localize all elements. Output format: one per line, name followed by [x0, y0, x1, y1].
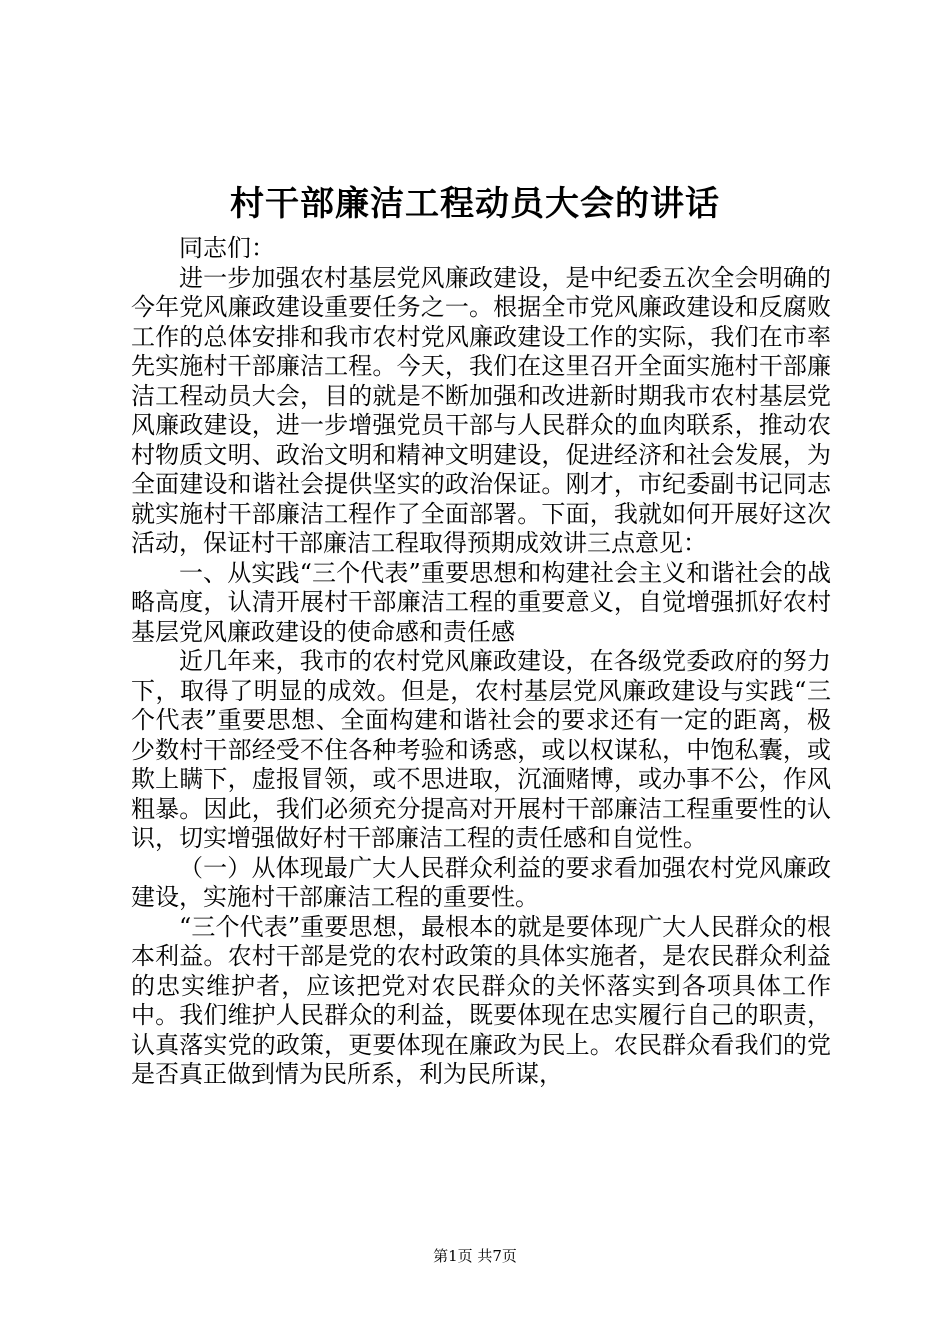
subsection-heading-1: （一）从体现最广大人民群众利益的要求看加强农村党风廉政建设，实施村干部廉洁工程的重要性。	[131, 853, 831, 911]
document-body	[131, 234, 831, 1090]
page-footer: 第1页 共7页	[433, 1247, 517, 1265]
document-title: 村干部廉洁工程动员大会的讲话	[230, 184, 720, 224]
paragraph-section-1: 近几年来，我市的农村党风廉政建设，在各级党委政府的努力下，取得了明显的成效。但是，农村基层党风廉政建设与实践“三个代表”重要思想、全面构建和谐社会的要求还有一定的距离，极少数村干部经受不住各种考验和诱惑，或以权谋私，中饱私囊，或欺上瞒下，虚报冒领，或不思进取，沉湎赌博，或办事不公，作风粗暴。因此，我们必须充分提高对开展村干部廉洁工程重要性的认识，切实增强做好村干部廉洁工程的责任感和自觉性。	[131, 647, 831, 852]
section-heading-1: 一、从实践“三个代表”重要思想和构建社会主义和谐社会的战略高度，认清开展村干部廉洁工程的重要意义，自觉增强抓好农村基层党风廉政建设的使命感和责任感	[131, 558, 831, 646]
paragraph-subsection-1: “三个代表”重要思想，最根本的就是要体现广大人民群众的根本利益。农村干部是党的农村政策的具体实施者，是农民群众利益的忠实维护者，应该把党对农民群众的关怀落实到各项具体工作中。我们维护人民群众的利益，既要体现在忠实履行自己的职责，认真落实党的政策，更要体现在廉政为民上。农民群众看我们的党是否真正做到情为民所系，利为民所谋，	[131, 912, 831, 1088]
paragraph-intro: 进一步加强农村基层党风廉政建设，是中纪委五次全会明确的今年党风廉政建设重要任务之一。根据全市党风廉政建设和反腐败工作的总体安排和我市农村党风廉政建设工作的实际，我们在市率先实施村干部廉洁工程。今天，我们在这里召开全面实施村干部廉洁工程动员大会，目的就是不断加强和改进新时期我市农村基层党风廉政建设，进一步增强党员干部与人民群众的血肉联系，推动农村物质文明、政治文明和精神文明建设，促进经济和社会发展，为全面建设和谐社会提供坚实的政治保证。刚才，市纪委副书记同志就实施村干部廉洁工程作了全面部署。下面，我就如何开展好这次活动，保证村干部廉洁工程取得预期成效讲三点意见：	[131, 263, 831, 557]
salutation: 同志们：	[179, 234, 275, 262]
